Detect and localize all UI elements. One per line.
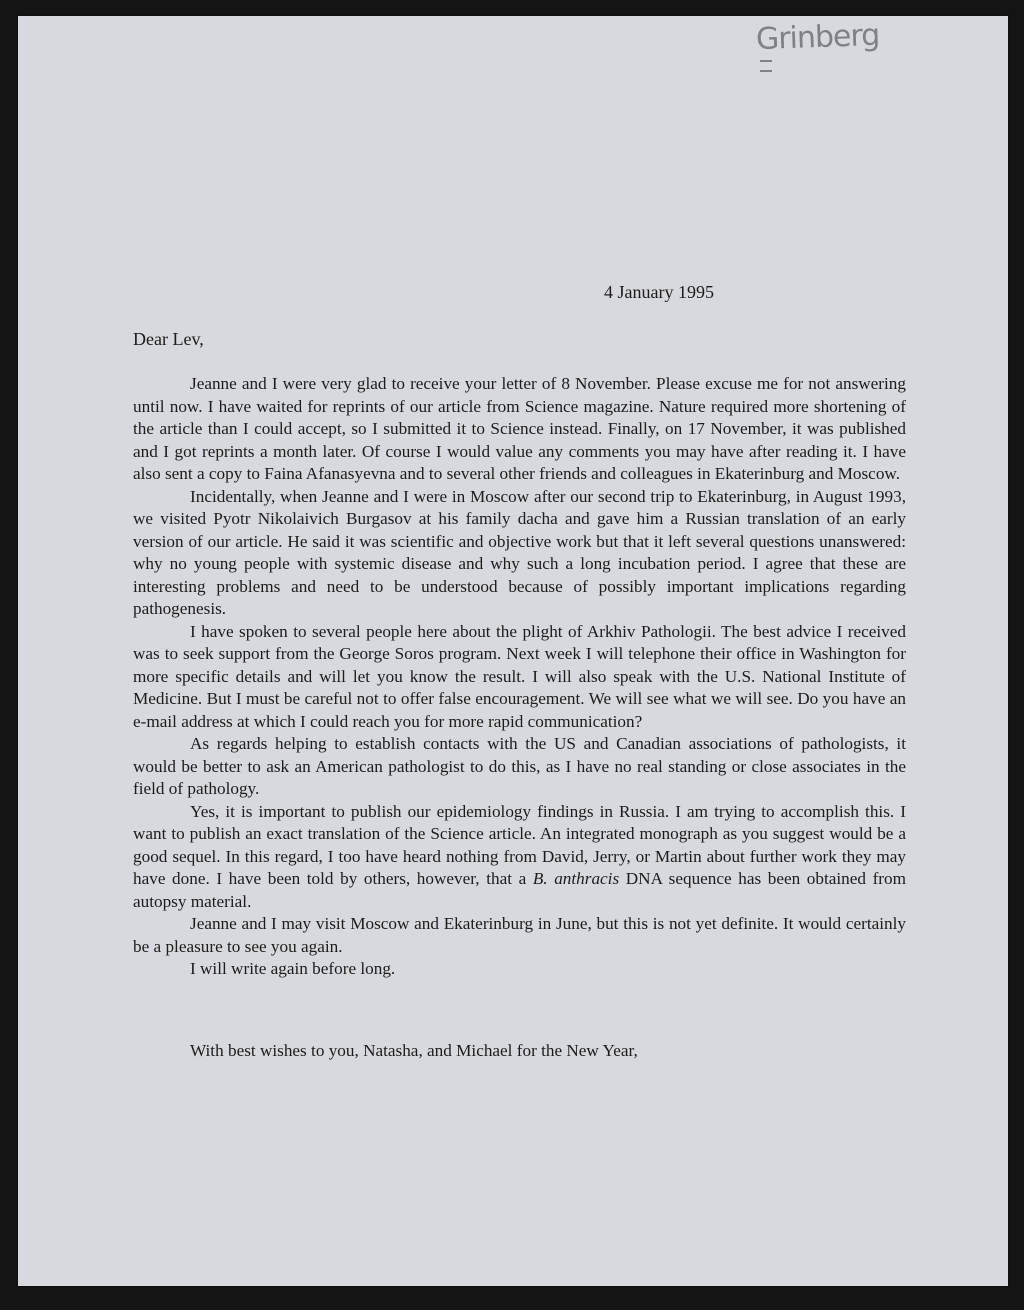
paragraph-4: As regards helping to establish contacts with the US and Canadian associations of pathologists, it would be better to ask an American pathologist to do this, as I have no real standing or close associates in the field of pathology. (133, 734, 906, 798)
letter-page (18, 16, 1008, 1286)
paragraph-5-text-end: DNA sequence has been obtained from autopsy material. (133, 869, 906, 911)
closing-line: With best wishes to you, Natasha, and Michael for the New Year, (190, 1041, 638, 1060)
paragraph-3: I have spoken to several people here about the plight of Arkhiv Pathologii. The best advice I received was to seek support from the George Soros program. Next week I will telephone their office in Washington for more specific details and will let you know the result. I will also speak with the U.S. National Institute of Medicine. But I must be careful not to offer false encouragement. We will see what we will see. Do you have an e-mail address at which I could reach you for more rapid communication? (133, 621, 906, 731)
salutation: Dear Lev, (133, 329, 204, 349)
handwritten-underline-mark (760, 60, 772, 72)
paragraph-5 (133, 801, 906, 914)
handwritten-annotation: Grinberg (755, 17, 880, 58)
paragraph-6: Jeanne and I may visit Moscow and Ekaterinburg in June, but this is not yet definite. It would certainly be a pleasure to see you again. (133, 914, 906, 956)
letter-date: 4 January 1995 (604, 282, 714, 302)
species-name: B. anthracis (532, 869, 620, 888)
paragraph-2: Incidentally, when Jeanne and I were in Moscow after our second trip to Ekaterinburg, in August 1993, we visited Pyotr Nikolaivich Burgasov at his family dacha and gave him a Russian translation of an early version of our article. He said it was scientific and objective work but that it left several questions unanswered: why no young people with systemic disease and why such a long incubation period. I agree that these are interesting problems and need to be understood because of possibly important implications regarding pathogenesis. (133, 486, 906, 618)
paragraph-5-text-start: Yes, it is important to publish our epidemiology findings in Russia. I am trying to accomplish this. I want to publish an exact translation of the Science article. An integrated monograph as you suggest would be a good sequel. In this regard, I too have heard nothing from David, Jerry, or Martin about further work they may have done. I have been told by others, however, that a (133, 801, 906, 888)
letter-body (133, 373, 906, 981)
paragraph-1: Jeanne and I were very glad to receive your letter of 8 November. Please excuse me for not answering until now. I have waited for reprints of our article from Science magazine. Nature required more shortening of the article than I could accept, so I submitted it to Science instead. Finally, on 17 November, it was published and I got reprints a month later. Of course I would value any comments you may have after reading it. I have also sent a copy to Faina Afanasyevna and to several other friends and colleagues in Ekaterinburg and Moscow. (133, 374, 906, 483)
paragraph-7: I will write again before long. (190, 959, 396, 978)
